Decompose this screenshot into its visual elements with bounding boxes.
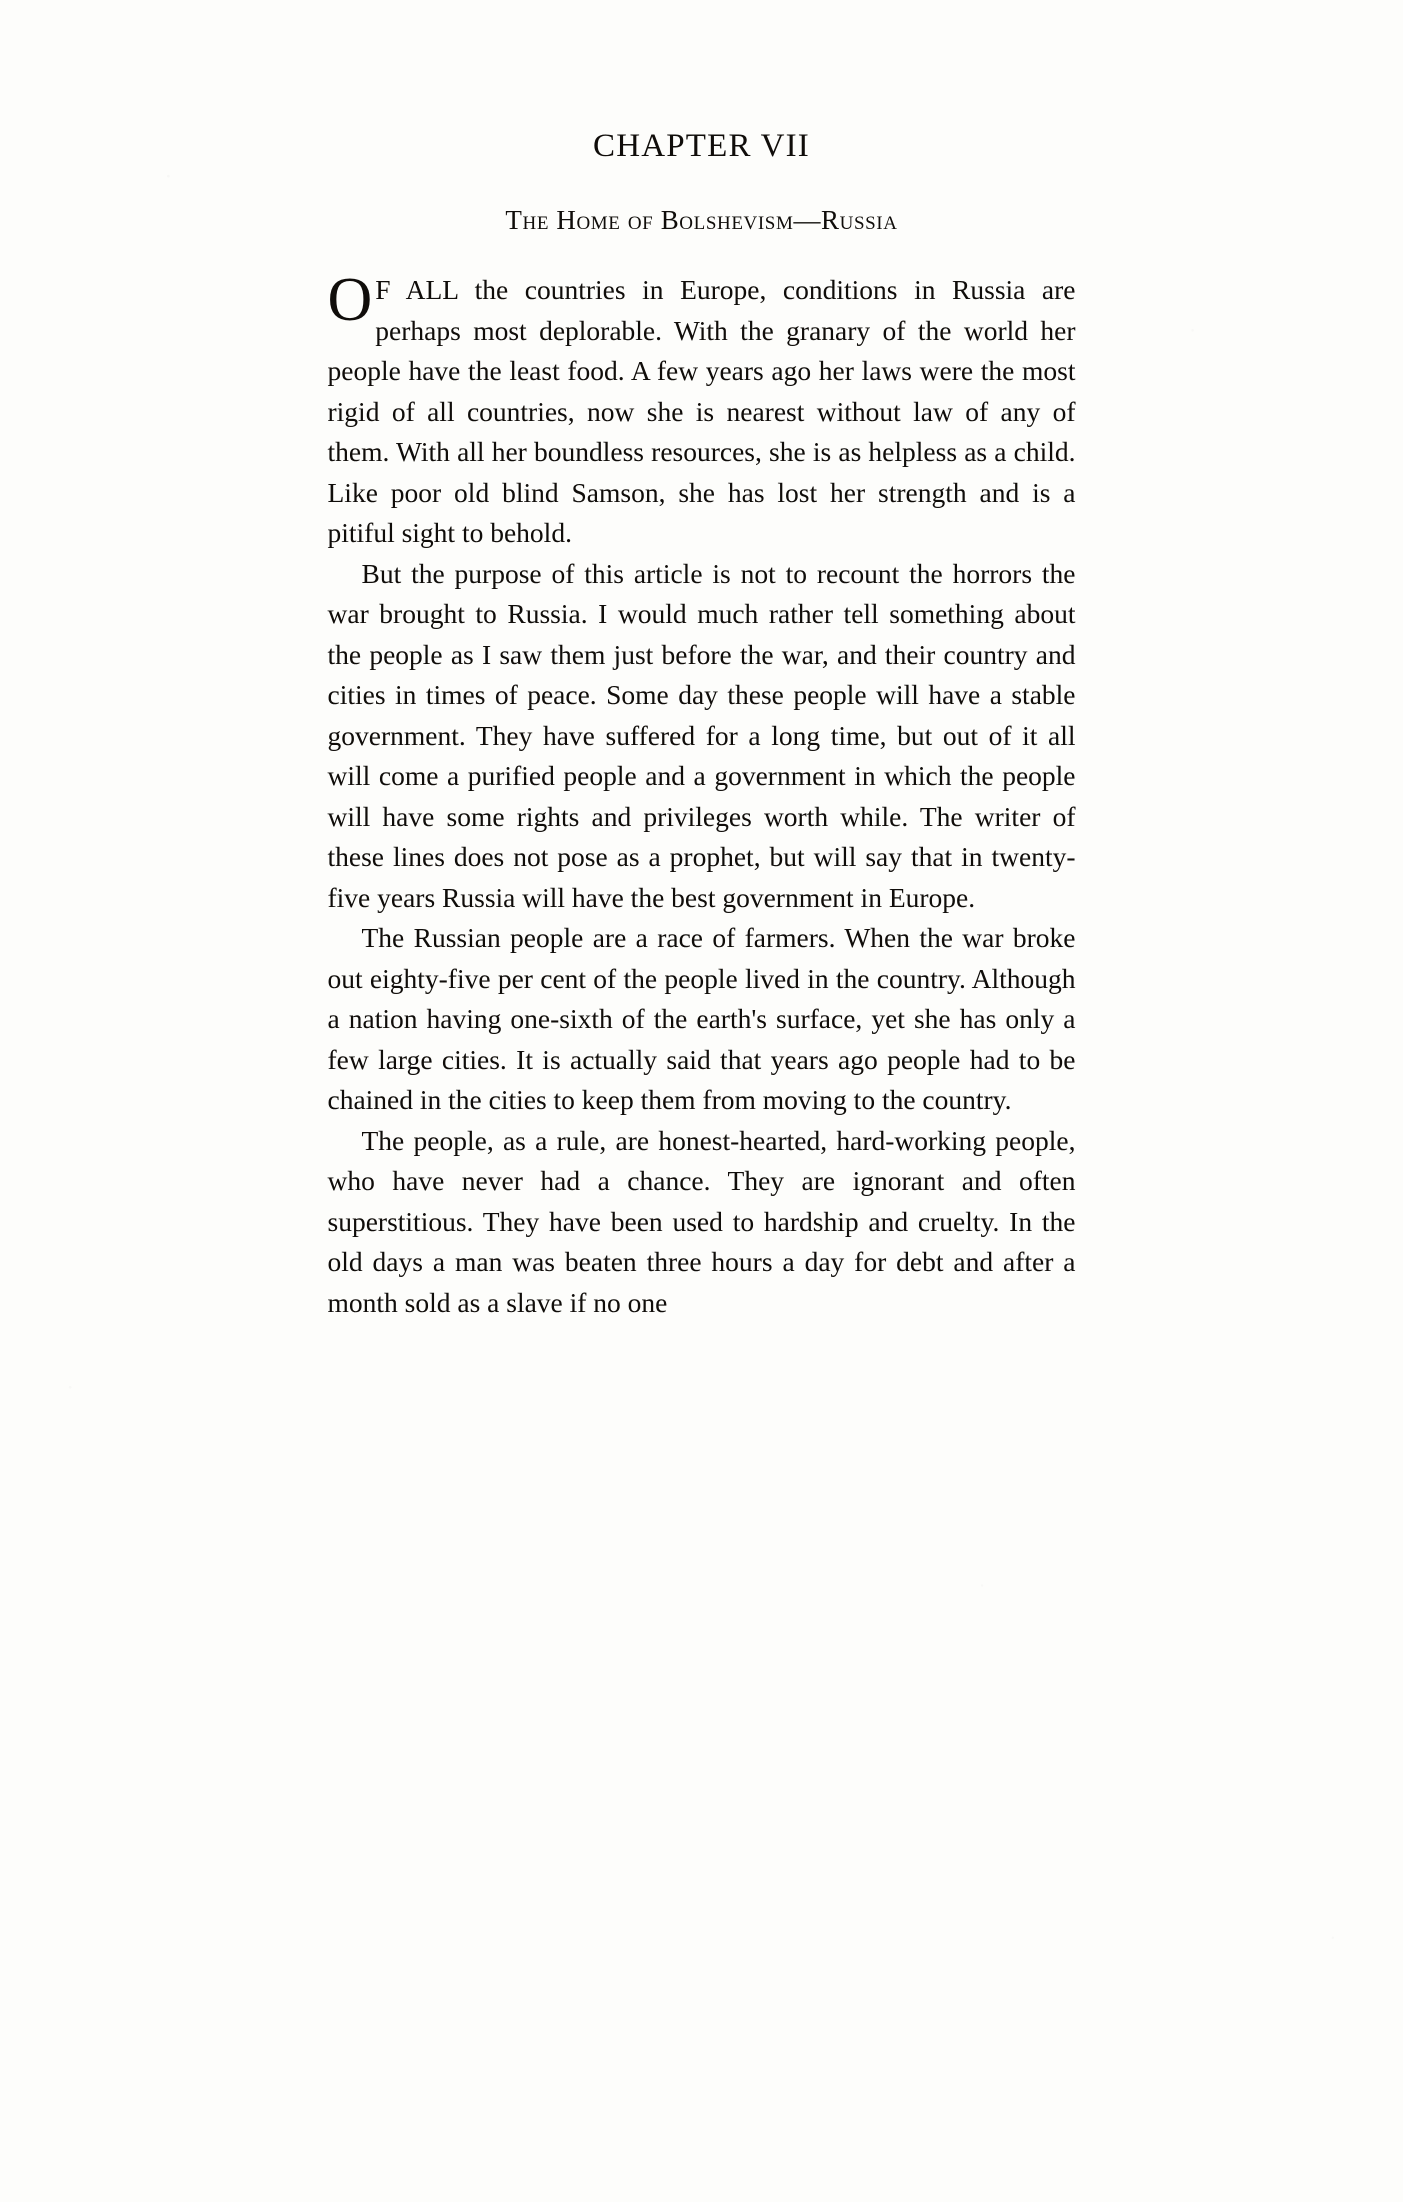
- paragraph-1: [327, 266, 1076, 554]
- paragraph-4: The people, as a rule, are honest-hearted, hard-working people, who have never had a chance. They are ignorant and often superstitious. They have been used to hardship and cruelty. In the old days a man was beaten three hours a day for debt and after a month sold as a slave if no one: [327, 1124, 1076, 1318]
- paragraph-1-text: F ALL the countries in Europe, conditions in Russia are perhaps most deplorable. With the granary of the world her people have the least food. A few years ago her laws were the most rigid of all countries, now she is nearest without law of any of them. With all her boundless resources, she is as helpless as a child. Like poor old blind Samson, she has lost her strength and is a pitiful sight to behold.: [327, 274, 1076, 548]
- paragraph-2: But the purpose of this article is not to recount the horrors the war brought to Russia. I would much rather tell something about the people as I saw them just before the war, and their country and cities in times of peace. Some day these people will have a stable government. They have suffered for a long time, but out of it all will come a purified people and a government in which the people will have some rights and privileges worth while. The writer of these lines does not pose as a prophet, but will say that in twenty-five years Russia will have the best government in Europe.: [327, 557, 1076, 913]
- chapter-number: CHAPTER VII: [592, 128, 811, 164]
- body-text: [327, 266, 1076, 1323]
- chapter-title: The Home of Bolshevism—Russia: [505, 205, 898, 235]
- drop-cap: O: [327, 266, 373, 334]
- paragraph-3: The Russian people are a race of farmers. When the war broke out eighty-five per cent of the people lived in the country. Although a nation having one-sixth of the earth's surface, yet she has only a few large cities. It is actually said that years ago people had to be chained in the cities to keep them from moving to the country.: [327, 922, 1076, 1115]
